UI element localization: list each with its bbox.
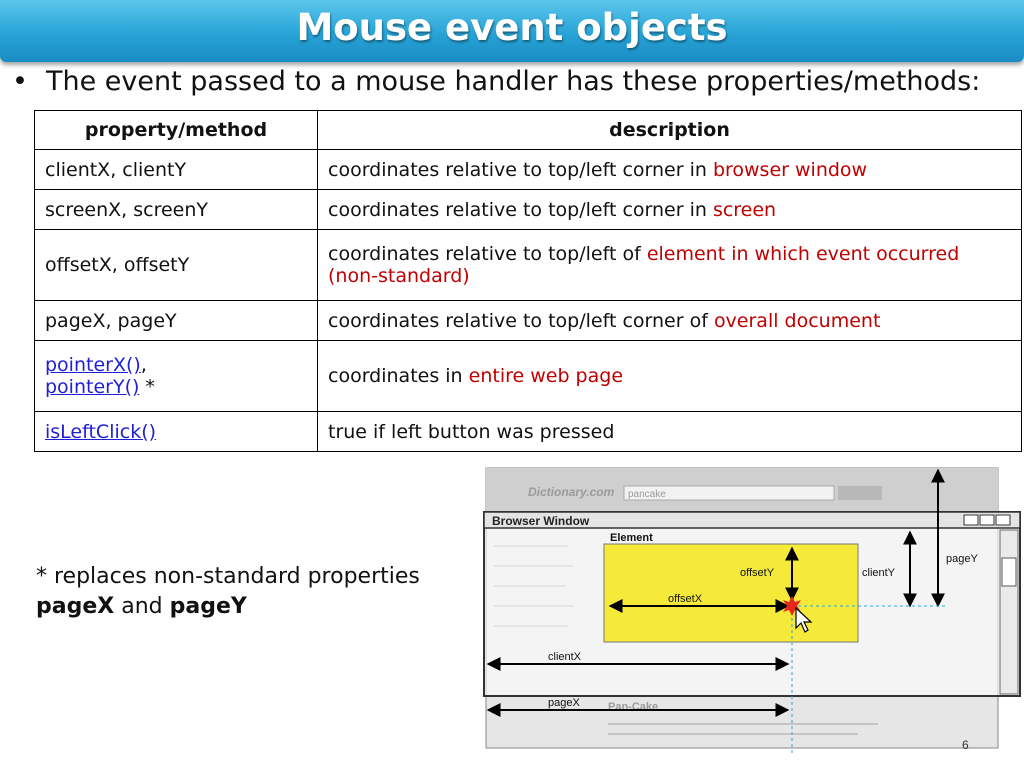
desc-text: coordinates relative to top/left corner of: [328, 309, 714, 332]
maximize-icon: [980, 515, 994, 525]
table-row: [35, 150, 1022, 190]
search-value: pancake: [628, 489, 666, 500]
search-button: [838, 486, 882, 500]
table-row: [35, 190, 1022, 230]
footnote-line2: [36, 592, 420, 622]
browser-title: Browser Window: [492, 514, 590, 528]
desc-text: coordinates relative to top/left corner in: [328, 158, 713, 181]
cell-description: [318, 230, 1022, 301]
desc-text: coordinates in: [328, 365, 469, 387]
title-bar: [0, 0, 1024, 62]
coordinate-diagram: [478, 466, 1024, 756]
bg-heading: Pan-Cake: [608, 701, 659, 713]
cell-description: [318, 190, 1022, 230]
desc-text: coordinates relative to top/left of: [328, 243, 647, 265]
isleftclick-link[interactable]: isLeftClick(): [45, 420, 157, 443]
cell-property: offsetX, offsetY: [35, 230, 318, 301]
cell-description: [318, 301, 1022, 341]
footnote-and: and: [114, 594, 170, 619]
header-property: property/method: [35, 111, 318, 150]
pointerx-link[interactable]: pointerX(): [45, 354, 141, 376]
offsetx-label: offsetX: [668, 593, 703, 605]
pagey-label: pageY: [946, 553, 978, 565]
clienty-label: clientY: [862, 567, 896, 579]
cell-property: clientX, clientY: [35, 150, 318, 190]
offsety-label: offsetY: [740, 567, 775, 579]
desc-highlight: browser window: [712, 158, 868, 181]
intro-bullet: [12, 66, 980, 97]
cell-description: [318, 150, 1022, 190]
site-name: Dictionary.com: [528, 485, 615, 499]
footnote: [36, 562, 420, 622]
cell-property: [35, 412, 318, 452]
footnote-line1: * replaces non-standard properties: [36, 564, 420, 589]
desc-highlight: element in which event occurred (non-standard): [328, 243, 960, 287]
table-row: [35, 341, 1022, 412]
close-icon: [996, 515, 1010, 525]
desc-text: coordinates relative to top/left corner in: [328, 198, 713, 221]
table-row: [35, 412, 1022, 452]
property-suffix: *: [139, 376, 155, 398]
pointery-link[interactable]: pointerY(): [45, 376, 140, 398]
properties-table: [34, 110, 1022, 452]
slide-title: Mouse event objects: [296, 6, 728, 49]
table-row: [35, 230, 1022, 301]
intro-text: The event passed to a mouse handler has these properties/methods:: [46, 66, 981, 97]
footnote-pagey: pageY: [169, 594, 247, 619]
cell-description: true if left button was pressed: [318, 412, 1022, 452]
desc-highlight: overall document: [713, 309, 881, 332]
scroll-thumb: [1002, 558, 1016, 586]
desc-highlight: entire web page: [468, 365, 624, 387]
header-description: description: [318, 111, 1022, 150]
bullet-dot: •: [12, 66, 28, 97]
table-row: [35, 301, 1022, 341]
cell-property: screenX, screenY: [35, 190, 318, 230]
element-label: Element: [610, 532, 653, 544]
scrollbar: [1000, 530, 1018, 694]
clientx-label: clientX: [548, 651, 582, 663]
desc-highlight: screen: [712, 198, 777, 221]
element-box: [604, 544, 858, 642]
cell-description: [318, 341, 1022, 412]
property-sep: ,: [140, 354, 147, 376]
pagex-label: pageX: [548, 697, 580, 709]
page-number: 6: [962, 738, 969, 752]
cell-property: [35, 341, 318, 412]
table-header-row: [35, 111, 1022, 150]
cell-property: pageX, pageY: [35, 301, 318, 341]
minimize-icon: [964, 515, 978, 525]
footnote-pagex: pageX: [36, 594, 115, 619]
